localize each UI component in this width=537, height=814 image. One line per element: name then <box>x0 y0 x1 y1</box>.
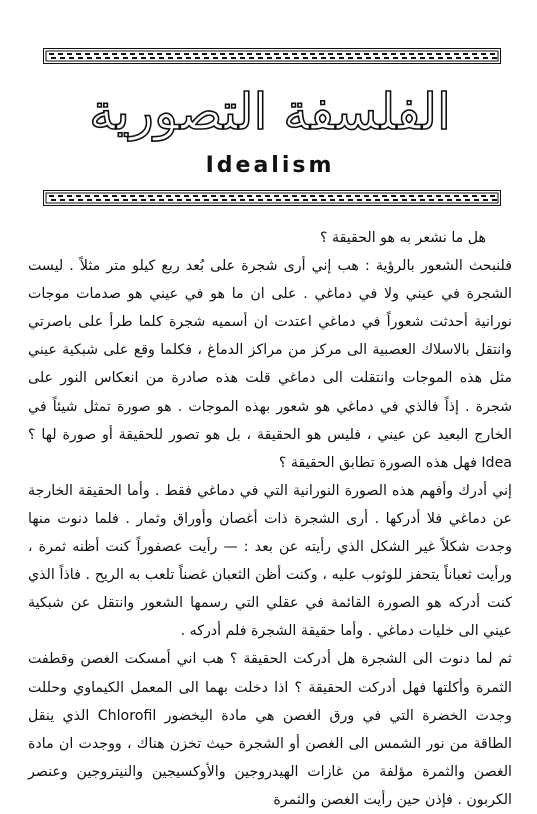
paragraph-2: إني أدرك وأفهم هذه الصورة النورانية التي في دماغي فقط . وأما الحقيقة الخارجة عن دماغي فلا أدركها . أرى الشجرة ذات أغصان وأوراق وثمار . فلما دنوت منها وجدت شكلاً غير الشكل الذي رأيته عن بعد : — رأيت عصفوراً كنت أظنه ثمرة ، ورأيت ثعباناً يتحفز للوثوب عليه ، وكنت أظن الثعبان غصناً تلعب به الريح . فاذاً الذي كنت أدركه هو الصورة القائمة في عقلي التي رسمها الشعور وانتقل عن شبكية عيني الى خليات دماغي . وأما حقيقة الشجرة فلم أدركه . <box>28 482 512 640</box>
ornament-border-icon <box>43 190 501 206</box>
paragraph-3: ثم لما دنوت الى الشجرة هل أدركت الحقيقة ؟ هب اني أمسكت الغصن وقطفت الثمرة وأكلتها فهل أدركت الحقيقة ؟ اذا دخلت بهما الى المعمل الكيماوي وحللت وجدت الخضرة التي في ورق الغصن هي مادة اليخضور Chlorofil الذي ينقل الطاقة من نور الشمس الى الغصن أو الشجرة حيث تخزن هناك ، ووجدت ان مادة الغصن والثمرة مؤلفة من غازات الهيدروجين والأوكسيجين والنيتروجين وعنصر الكربون . فإذن حين رأيت الغصن والثمرة <box>28 651 512 808</box>
paragraph-1: فلنبحث الشعور بالرؤية : هب إني أرى شجرة على بُعد ربع كيلو متر مثلاً . ليست الشجرة في عيني ولا في دماغي . على ان ما هو في عيني هو صدمات موجات نورانية أحدثت شعوراً في دماغي اعتدت ان أسميه شجرة كلما طرأ على باصرتي وانتقل بالاسلاك العصبية الى مركز من مراكز الدماغ ، فكلما وقع على شبكية عيني مثل هذه الموجات وانتقلت الى دماغي قلت هذه صادرة من انعكاس النور على شجرة . إذاً فالذي في دماغي هو شعور بهذه الموجات . هو صورة تمثل شيئاً في الخارج البعيد عن عيني ، فليس هو الحقيقة ، بل هو تصور للحقيقة أو صورة لها ؟ Idea فهل هذه الصورة تطابق الحقيقة ؟ <box>28 258 512 471</box>
chapter-title-arabic: الفلسفة التصورية <box>89 83 451 141</box>
ornament-border-icon <box>43 48 501 64</box>
opening-question: هل ما نشعر به هو الحقيقة ؟ <box>319 230 486 246</box>
chapter-title-english: Idealism <box>205 153 335 178</box>
bottom-ornament-divider <box>43 190 501 206</box>
top-ornament-divider <box>43 48 501 64</box>
body-text <box>28 224 512 814</box>
